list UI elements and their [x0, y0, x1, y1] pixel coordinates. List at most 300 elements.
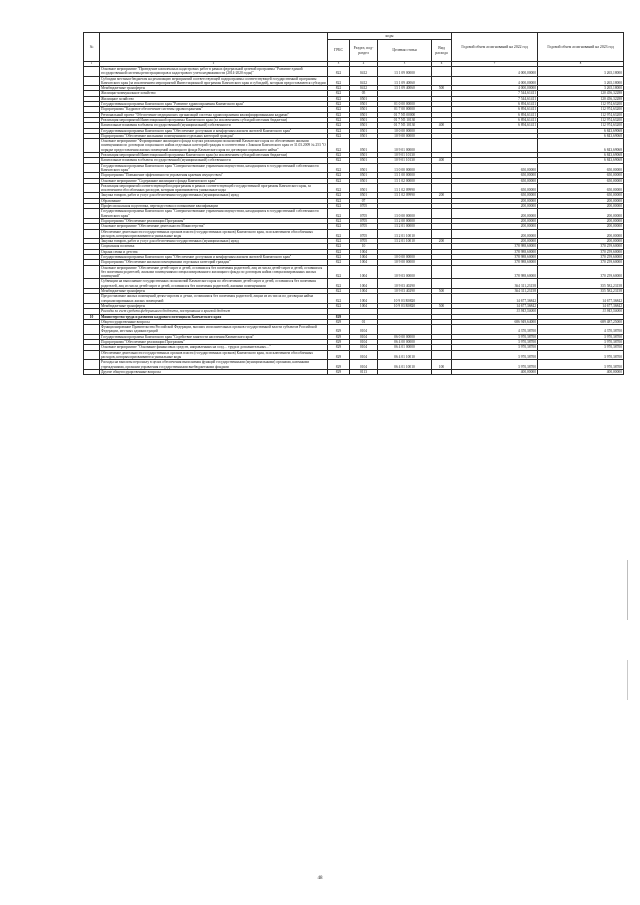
row-expense-type — [432, 229, 452, 239]
row-name: Государственная программа Камчатского края "Совершенствование управления имуществом, находящимся в государственной собственности Камчатского края" — [100, 209, 328, 219]
row-amount-2023: 14 677,36842 — [538, 303, 624, 308]
row-grbs: 822 — [328, 279, 350, 289]
row-amount-2023: 6 843,69068 — [538, 158, 624, 163]
row-grbs: 822 — [328, 265, 350, 279]
row-number — [84, 139, 100, 153]
row-name: Субсидии местным бюджетам на реализацию мероприятий соответствующей подпрограммы соответствующей государственной программы Камчатского края (за исключением мероприятий Инвестиционной программы Камчатского края и субсидий), которым предоставляются субсидии — [101, 76, 326, 85]
row-name: Образование — [100, 198, 328, 203]
row-target-article: 10 9 03 R0820 — [378, 303, 432, 308]
row-expense-type — [432, 76, 452, 86]
row-amount-2023: 355 582,23158 — [538, 289, 624, 294]
row-number — [84, 67, 100, 77]
row-number — [84, 163, 100, 173]
row-grbs: 822 — [328, 239, 350, 244]
row-grbs: 822 — [328, 209, 350, 219]
row-target-article: 10 9 01 00000 — [378, 139, 432, 153]
row-amount-2023: 200,00000 — [538, 218, 624, 223]
row-grbs: 822 — [328, 178, 350, 183]
row-target-article: 13 2 01 10010 — [378, 229, 432, 239]
row-amount-2022: 6 894,61411 — [452, 102, 538, 107]
row-grbs: 822 — [328, 224, 350, 229]
row-number — [84, 294, 100, 304]
row-razdel: 0501 — [350, 128, 378, 133]
row-amount-2022: 650,00000 — [452, 183, 538, 193]
row-amount-2023: 120 456,32288 — [538, 96, 624, 101]
row-amount-2022: 14 677,36842 — [452, 294, 538, 304]
row-razdel: 0501 — [350, 112, 378, 117]
row-razdel: 0104 — [350, 334, 378, 339]
table-header — [84, 33, 624, 67]
row-name: Другие общегосударственные вопросы — [100, 369, 328, 374]
row-grbs: 822 — [328, 112, 350, 117]
table-row — [84, 279, 624, 289]
row-razdel: 1004 — [350, 303, 378, 308]
row-amount-2023: 400,00000 — [538, 369, 624, 374]
row-razdel: 0104 — [350, 325, 378, 335]
row-amount-2023: 200,00000 — [538, 209, 624, 219]
column-number: 1 — [84, 62, 100, 67]
row-name: Профессиональная подготовка, переподготовка и повышение квалификации — [100, 204, 328, 209]
row-amount-2022: 650,00000 — [452, 178, 538, 183]
row-target-article — [378, 369, 432, 374]
row-amount-2022: 200,00000 — [452, 224, 538, 229]
row-target-article: 06 4 00 00000 — [378, 340, 432, 345]
row-grbs: 829 — [328, 325, 350, 335]
row-number: 10 — [84, 314, 100, 319]
row-target-article: 13 1 00 00000 — [378, 173, 432, 178]
row-amount-2023: 6 843,69068 — [538, 128, 624, 133]
row-razdel: 0705 — [350, 239, 378, 244]
row-number — [84, 350, 100, 360]
table-row — [84, 265, 624, 279]
row-amount-2023: 650,00000 — [538, 183, 624, 193]
row-razdel: 0501 — [350, 117, 378, 122]
row-amount-2022: 400,00000 — [452, 369, 538, 374]
row-target-article: 10 9 03 00000 — [378, 265, 432, 279]
row-expense-type: 100 — [432, 360, 452, 370]
row-number — [84, 183, 100, 193]
row-name: Подпрограмма "Обеспечение жилыми помещениями отдельных категорий граждан" — [100, 260, 328, 265]
row-amount-2022: 378 988,60000 — [452, 260, 538, 265]
row-razdel: 0705 — [350, 229, 378, 239]
row-expense-type: 500 — [432, 303, 452, 308]
row-target-article: 10 9 01 10130 — [378, 158, 432, 163]
row-amount-2023: 112 974,63200 — [538, 123, 624, 128]
row-grbs: 822 — [328, 91, 350, 96]
row-name: Охрана семьи и детства — [100, 249, 328, 254]
row-grbs: 829 — [328, 360, 350, 370]
row-razdel: 0104 — [350, 340, 378, 345]
row-expense-type: 500 — [432, 86, 452, 91]
column-number: 3 — [328, 62, 350, 67]
row-target-article: 06 4 01 10010 — [378, 350, 432, 360]
row-amount-2022: 6 894,61411 — [452, 123, 538, 128]
row-target-article: 01 0 00 00000 — [378, 102, 432, 107]
row-grbs: 829 — [328, 319, 350, 324]
row-target-article: 10 9 00 00000 — [378, 133, 432, 138]
row-expense-type — [432, 139, 452, 153]
row-amount-2022: 4 000,00000 — [452, 86, 538, 91]
row-name: Жилищно-коммунальное хозяйство — [100, 91, 328, 96]
row-amount-2022: 14 677,36842 — [452, 303, 538, 308]
row-target-article: 01 7 N5 00000 — [378, 112, 432, 117]
row-target-article: 01 7 N5 10130 — [378, 117, 432, 122]
row-razdel: 0501 — [350, 183, 378, 193]
row-amount-2023: 120 456,32288 — [538, 91, 624, 96]
table-row — [84, 139, 624, 153]
row-grbs: 822 — [328, 204, 350, 209]
row-target-article — [378, 325, 432, 335]
row-razdel: 0412 — [350, 76, 378, 86]
row-name: Обеспечение деятельности государственных органов власти (государственных органов) Камчатского края, за исключением обособленных расходов, которым присваиваются уникальные коды — [100, 350, 328, 360]
row-razdel: 0501 — [350, 123, 378, 128]
row-amount-2023: 3 265,18000 — [538, 67, 624, 77]
row-amount-2022: 200,00000 — [452, 209, 538, 219]
row-grbs: 822 — [328, 76, 350, 86]
table-row — [84, 67, 624, 77]
header-vr: Вид расхода — [432, 40, 452, 62]
table-row — [84, 350, 624, 360]
row-name: Предоставление жилых помещений детям-сиротам и детям, оставшимся без попечения родителей, лицам из их числа по договорам найма специализированных жилых помещений — [100, 294, 328, 304]
row-amount-2022: 4 000,00000 — [452, 67, 538, 77]
row-amount-2022: 3 970,38700 — [452, 340, 538, 345]
row-grbs: 822 — [328, 158, 350, 163]
row-razdel: 0501 — [350, 193, 378, 198]
budget-table — [83, 32, 624, 375]
row-target-article: 01 7 N5 10130 — [378, 123, 432, 128]
row-razdel: 0705 — [350, 218, 378, 223]
row-number — [84, 209, 100, 219]
header-razdel: Раздел, под-раздел — [350, 40, 378, 62]
row-name: Реализация мероприятий Инвестиционной программы Камчатского края (за исключением субсидий местным бюджетам) — [100, 117, 328, 122]
row-razdel: 0501 — [350, 178, 378, 183]
row-target-article: 13 2 00 00000 — [378, 218, 432, 223]
row-amount-2023: 6 843,69068 — [538, 153, 624, 158]
table-row — [84, 360, 624, 370]
row-name: Обеспечение деятельности государственных органов власти (государственных органов) Камчатского края, за исключением обособленных расходов, которым присваиваются уникальные коды — [100, 229, 328, 239]
row-grbs: 822 — [328, 86, 350, 91]
row-target-article: 01 7 00 00000 — [378, 107, 432, 112]
row-name: Капитальные вложения в объекты государственной (муниципальной) собственности — [100, 158, 328, 163]
row-target-article: 13 0 00 00000 — [378, 209, 432, 219]
row-razdel: 0412 — [350, 86, 378, 91]
row-target-article: 10 9 03 40290 — [378, 279, 432, 289]
header-2022: Годовой объем ассигнований на 2022 год — [452, 33, 538, 62]
row-name: Капитальные вложения в объекты государственной (муниципальной) собственности — [100, 123, 328, 128]
row-grbs: 829 — [328, 340, 350, 345]
table-row — [84, 76, 624, 86]
row-name: Основное мероприятие "Проведение комплексных кадастровых работ в рамках федеральной целевой программы "Развитие единой государственной системы регистрации прав и кадастрового учета недвижимости (2014-2020 годы)" — [100, 67, 328, 77]
row-name: Подпрограмма "Кадровое обеспечение системы здравоохранения" — [100, 107, 328, 112]
row-razdel: 0501 — [350, 163, 378, 173]
row-name: Подпрограмма "Обеспечение реализации Программы" — [100, 340, 328, 345]
row-target-article: 10 9 03 40290 — [378, 289, 432, 294]
row-amount-2022 — [452, 139, 538, 153]
header-grbs: ГРБС — [328, 40, 350, 62]
row-razdel: 07 — [350, 198, 378, 203]
row-amount-2022: 7 544,61411 — [452, 91, 538, 96]
row-amount-2022: 200,00000 — [452, 218, 538, 223]
row-expense-type — [432, 163, 452, 173]
row-name: Государственная программа Камчатского края "Обеспечение доступным и комфортным жильем жителей Камчатского края" — [100, 254, 328, 259]
row-expense-type — [432, 294, 452, 304]
row-name: Основное мероприятие "Обеспечение деятельности Министерства" — [100, 224, 328, 229]
row-target-article: 06 4 01 10010 — [378, 360, 432, 370]
row-razdel: 0501 — [350, 173, 378, 178]
row-amount-2022: 378 988,60000 — [452, 244, 538, 249]
row-name: Расходы на выплаты персоналу в целях обеспечения выполнения функций государственными (муниципальными) органами, казенными учреждениями, органами управления государственными внебюджетными фондами — [100, 360, 328, 370]
row-name: Основное мероприятие "Содержание жилищного фонда Камчатского края" — [100, 178, 328, 183]
row-name: Межбюджетные трансферты — [100, 289, 328, 294]
row-grbs: 822 — [328, 107, 350, 112]
row-expense-type — [432, 350, 452, 360]
row-razdel: 0412 — [350, 67, 378, 77]
row-amount-2023: 4 370,38700 — [538, 325, 624, 335]
row-razdel: 0104 — [350, 360, 378, 370]
table-row — [84, 183, 624, 193]
row-grbs: 822 — [328, 289, 350, 294]
row-name: Социальная политика — [100, 244, 328, 249]
row-razdel: 1004 — [350, 294, 378, 304]
row-name: Закупка товаров, работ и услуг для обеспечения государственных (муниципальных) нужд — [100, 193, 328, 198]
row-amount-2023: 355 582,23158 — [538, 279, 624, 289]
row-expense-type — [432, 325, 452, 335]
row-target-article: 13 2 01 10010 — [378, 239, 432, 244]
header-codes-group: коды — [328, 33, 452, 40]
row-target-article: 13 1 02 09990 — [378, 183, 432, 193]
row-grbs: 829 — [328, 334, 350, 339]
row-grbs: 822 — [328, 96, 350, 101]
row-target-article: 13 0 00 00000 — [378, 163, 432, 173]
row-razdel: 01 — [350, 319, 378, 324]
row-target-article: 10 0 00 00000 — [378, 254, 432, 259]
row-name: Региональный проект "Обеспечение медицинских организаций системы здравоохранения квалифицированными кадрами" — [100, 112, 328, 117]
row-target-article: 06 0 00 00000 — [378, 334, 432, 339]
row-razdel: 0104 — [350, 345, 378, 350]
row-name: Государственная программа Камчатского края "Развитие здравоохранения Камчатского края" — [100, 102, 328, 107]
row-number — [84, 229, 100, 239]
row-amount-2023: 3 265,18000 — [538, 86, 624, 91]
row-amount-2022: 200,00000 — [452, 198, 538, 203]
row-razdel: 0501 — [350, 107, 378, 112]
row-number — [84, 360, 100, 370]
row-amount-2022: 3 970,38700 — [452, 360, 538, 370]
row-expense-type — [432, 209, 452, 219]
row-amount-2023: 689 487,25000 — [538, 319, 624, 324]
row-grbs: 822 — [328, 173, 350, 178]
row-name: Основное мероприятие "Основание финансовых средств, направленных на созд… труда и дополнительных…" — [100, 345, 328, 350]
row-amount-2022: 686 949,64000 — [452, 319, 538, 324]
row-expense-type: 400 — [432, 123, 452, 128]
row-amount-2023: 112 974,63200 — [538, 117, 624, 122]
row-amount-2023: 13 943,50000 — [538, 309, 624, 314]
row-name: Межбюджетные трансферты — [100, 303, 328, 308]
row-grbs: 822 — [328, 67, 350, 77]
row-amount-2023: 3 970,38700 — [538, 360, 624, 370]
row-grbs: 829 — [328, 350, 350, 360]
row-expense-type — [432, 183, 452, 193]
row-amount-2022: 364 311,23158 — [452, 289, 538, 294]
row-amount-2023: 112 974,63200 — [538, 112, 624, 117]
row-amount-2022: 6 894,61411 — [452, 117, 538, 122]
row-target-article: 13 1 02 09990 — [378, 193, 432, 198]
row-number — [84, 325, 100, 335]
row-grbs: 822 — [328, 198, 350, 203]
row-razdel: 1004 — [350, 289, 378, 294]
row-name: Расходы за счет средств федерального бюджета, поступивших в краевой бюджет — [100, 309, 328, 314]
row-grbs: 822 — [328, 193, 350, 198]
row-amount-2023: 14 677,36842 — [538, 294, 624, 304]
row-grbs: 822 — [328, 303, 350, 308]
row-grbs: 822 — [328, 133, 350, 138]
row-amount-2023: 650,00000 — [538, 193, 624, 198]
row-grbs: 822 — [328, 260, 350, 265]
row-name: Подпрограмма "Обеспечение реализации Программы" — [100, 218, 328, 223]
scan-edge-mark — [627, 560, 628, 620]
scan-edge-mark — [627, 660, 628, 700]
row-grbs: 829 — [328, 314, 350, 319]
row-name: Общегосударственные вопросы — [100, 319, 328, 324]
table-row — [84, 163, 624, 173]
row-name: Реализация мероприятий Инвестиционной программы Камчатского края (за исключением субсидий местным бюджетам) — [100, 153, 328, 158]
row-razdel: 0501 — [350, 158, 378, 163]
row-amount-2023: 370 259,60000 — [538, 254, 624, 259]
row-name: Подпрограмма "Обеспечение жильными помещениями отдельных категорий граждан" — [100, 133, 328, 138]
row-amount-2022: 650,00000 — [452, 193, 538, 198]
row-name: Основное мероприятие "Формирование жилищного фонда в целях реализации полномочий Камчатского края по обеспечению жилыми помещениями по договорам социального найма отдельных категорий граждан в соответствии с Законом Камчатского края от 31.03.2009 № 253 "О порядке предоставления жилых помещений жилищного фонда Камчатского края по договорам социального найма" — [101, 139, 326, 152]
row-amount-2023: 6 843,69068 — [538, 139, 624, 153]
row-name: Государственная программа Камчатского края "Обеспечение доступным и комфортным жильем жителей Камчатского края" — [100, 128, 328, 133]
header-number: № — [84, 33, 100, 62]
row-target-article: 13 1 09 40060 — [378, 76, 432, 86]
row-amount-2023: 200,00000 — [538, 229, 624, 239]
row-amount-2023: 3 970,38700 — [538, 345, 624, 350]
row-expense-type — [432, 279, 452, 289]
row-razdel: 0501 — [350, 102, 378, 107]
row-amount-2023: 650,00000 — [538, 163, 624, 173]
row-grbs: 829 — [328, 345, 350, 350]
column-number: 8 — [538, 62, 624, 67]
row-name: Функционирование Правительства Российской Федерации, высших исполнительных органов государственной власти субъектов Российской Федерации, местных администраций — [100, 325, 328, 335]
row-amount-2023: 370 259,60000 — [538, 249, 624, 254]
row-razdel: 0705 — [350, 224, 378, 229]
row-razdel: 0705 — [350, 209, 378, 219]
row-amount-2022: 13 943,50000 — [452, 309, 538, 314]
row-amount-2023: 200,00000 — [538, 198, 624, 203]
row-number — [84, 76, 100, 86]
row-grbs: 822 — [328, 254, 350, 259]
row-expense-type: 500 — [432, 289, 452, 294]
row-grbs: 822 — [328, 229, 350, 239]
row-amount-2022: 6 894,61411 — [452, 107, 538, 112]
column-number: 6 — [432, 62, 452, 67]
row-amount-2023: 6 843,69068 — [538, 133, 624, 138]
row-amount-2022: 7 544,61411 — [452, 96, 538, 101]
page-number: 48 — [317, 876, 323, 881]
row-amount-2023: 200,00000 — [538, 239, 624, 244]
row-amount-2023: 200,00000 — [538, 224, 624, 229]
row-amount-2023: 3 970,38700 — [538, 340, 624, 345]
row-amount-2023: 370 259,60000 — [538, 260, 624, 265]
row-razdel: 0501 — [350, 96, 378, 101]
row-amount-2022: 364 311,23158 — [452, 279, 538, 289]
row-amount-2022: 200,00000 — [452, 229, 538, 239]
row-target-article: 13 1 02 00000 — [378, 178, 432, 183]
row-amount-2023: 370 259,60000 — [538, 244, 624, 249]
row-target-article: 10 9 03 R0820 — [378, 294, 432, 304]
row-name: Государственная программа Камчатского края "Совершенствование управления имуществом, находящимся в государственной собственности Камчатского края" — [100, 163, 328, 173]
header-2023: Годовой объем ассигнований на 2023 год — [538, 33, 624, 62]
row-grbs: 822 — [328, 183, 350, 193]
row-grbs: 822 — [328, 294, 350, 304]
row-name: Основное мероприятие "Обеспечение детей-сирот и детей, оставшихся без попечения родителей, лиц из числа детей-сирот и детей, оставшихся без попечения родителей, жилыми помещениями специализированного жилищного фонда по договорам найма специализированных жилых помещений" — [100, 265, 328, 279]
row-name: Закупка товаров, работ и услуг для обеспечения государственных (муниципальных) нужд — [100, 239, 328, 244]
row-razdel: 1004 — [350, 260, 378, 265]
row-target-article: 13 1 09 00000 — [378, 67, 432, 77]
row-razdel: 0501 — [350, 153, 378, 158]
row-razdel: 1004 — [350, 254, 378, 259]
row-expense-type: 200 — [432, 193, 452, 198]
table-row — [84, 294, 624, 304]
column-number: 7 — [452, 62, 538, 67]
row-grbs: 822 — [328, 163, 350, 173]
row-amount-2023: 650,00000 — [538, 173, 624, 178]
row-razdel: 0501 — [350, 133, 378, 138]
column-number: 2 — [100, 62, 328, 67]
row-amount-2022: 4 370,38700 — [452, 325, 538, 335]
row-amount-2022: 6 894,61411 — [452, 112, 538, 117]
table-row — [84, 209, 624, 219]
row-amount-2023: 112 974,63200 — [538, 102, 624, 107]
table-row — [84, 229, 624, 239]
row-razdel: 0113 — [350, 369, 378, 374]
column-number: 5 — [378, 62, 432, 67]
row-grbs: 822 — [328, 139, 350, 153]
row-name: Субвенции на выполнение государственных полномочий Камчатского края по обеспечению детей-сирот и детей, оставшихся без попечения родителей, лиц из числа детей-сирот и детей, оставшихся без попечения родителей, жилыми помещениями — [100, 279, 328, 289]
row-target-article: 10 9 00 00000 — [378, 260, 432, 265]
row-razdel: 1004 — [350, 265, 378, 279]
row-razdel: 0104 — [350, 350, 378, 360]
row-name: Межбюджетные трансферты — [100, 86, 328, 91]
row-razdel: 1004 — [350, 279, 378, 289]
row-amount-2023: 3 970,38700 — [538, 350, 624, 360]
row-grbs: 822 — [328, 123, 350, 128]
row-amount-2023: 3 265,18000 — [538, 76, 624, 86]
row-grbs: 822 — [328, 102, 350, 107]
row-razdel: 0705 — [350, 204, 378, 209]
row-grbs: 822 — [328, 117, 350, 122]
row-name: Государственная программа Камчатского края "Содействие занятости населения Камчатского края" — [100, 334, 328, 339]
row-expense-type — [432, 67, 452, 77]
row-target-article: 13 2 01 00000 — [378, 224, 432, 229]
header-csr: Целевая статья — [378, 40, 432, 62]
row-amount-2022: 3 970,38700 — [452, 345, 538, 350]
table-row — [84, 325, 624, 335]
row-amount-2023: 650,00000 — [538, 178, 624, 183]
row-amount-2022: 200,00000 — [452, 204, 538, 209]
row-expense-type — [432, 265, 452, 279]
row-expense-type: 200 — [432, 239, 452, 244]
table-body — [84, 67, 624, 375]
row-amount-2022: 200,00000 — [452, 239, 538, 244]
row-name: Жилищное хозяйство — [100, 96, 328, 101]
row-target-article: 10 9 01 10130 — [378, 153, 432, 158]
row-target-article: 06 4 01 00000 — [378, 345, 432, 350]
row-amount-2022: 3 970,38700 — [452, 350, 538, 360]
row-amount-2022: 378 988,60000 — [452, 254, 538, 259]
column-number: 4 — [350, 62, 378, 67]
row-amount-2023: 112 974,63200 — [538, 107, 624, 112]
